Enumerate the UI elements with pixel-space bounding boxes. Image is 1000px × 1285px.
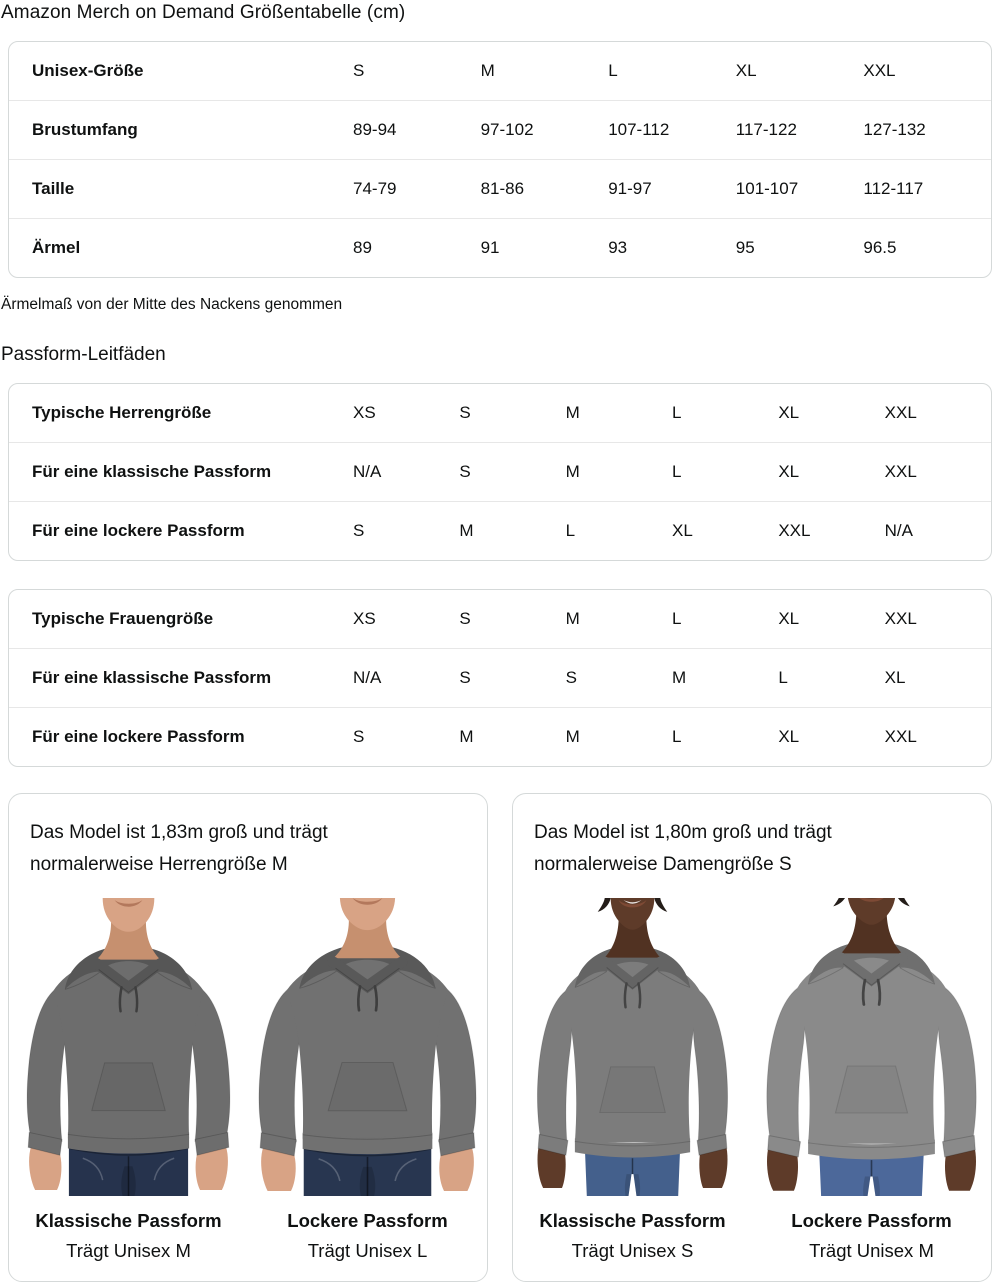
table-row <box>9 159 991 218</box>
fit-label: Klassische Passform <box>539 1210 726 1231</box>
row-label: Für eine klassische Passform <box>9 648 353 707</box>
size-cell: L <box>671 403 682 422</box>
size-cell: M <box>565 609 580 628</box>
size-cell: L <box>672 442 778 501</box>
row-label: Für eine klassische Passform <box>9 442 353 501</box>
fit-label: Lockere Passform <box>791 1210 952 1231</box>
size-cell: XXL <box>885 707 991 766</box>
size-cell: M <box>566 442 672 501</box>
table-row <box>9 442 991 501</box>
size-cell: 96.5 <box>863 218 991 277</box>
size-cell: S <box>459 403 471 422</box>
unisex-size-table <box>8 41 992 278</box>
figure-classic-fit <box>513 898 752 1262</box>
size-cell: M <box>459 707 565 766</box>
figure-loose-fit <box>752 898 991 1262</box>
size-cell: 89-94 <box>353 100 481 159</box>
size-cell: 74-79 <box>353 159 481 218</box>
wears-label: Trägt Unisex S <box>571 1240 694 1261</box>
size-cell: XS <box>353 609 376 628</box>
size-cell: S <box>566 648 672 707</box>
size-cell: XXL <box>863 61 896 80</box>
size-cell: XXL <box>778 501 884 560</box>
wears-label: Trägt Unisex M <box>809 1240 934 1261</box>
size-cell: S <box>353 61 365 80</box>
size-cell: 95 <box>736 218 864 277</box>
size-cell: L <box>608 61 618 80</box>
page-title: Amazon Merch on Demand Größentabelle (cm) <box>1 2 406 23</box>
size-cell: L <box>778 648 884 707</box>
row-label: Typische Frauengröße <box>32 609 214 628</box>
row-label: Typische Herrengröße <box>32 403 212 422</box>
size-cell: XL <box>885 648 991 707</box>
wears-label: Trägt Unisex M <box>66 1240 191 1261</box>
model-figures <box>9 898 487 1262</box>
mens-fit-table <box>8 383 992 561</box>
size-cell: M <box>565 403 580 422</box>
model-photo-female-classic <box>513 898 752 1196</box>
size-cell: 101-107 <box>736 159 864 218</box>
womens-fit-table <box>8 589 992 767</box>
model-figures <box>513 898 991 1262</box>
table-row <box>9 42 991 100</box>
size-cell: XXL <box>884 403 917 422</box>
table-row <box>9 590 991 648</box>
model-card-men <box>8 793 488 1282</box>
table-row <box>9 648 991 707</box>
size-cell: XL <box>778 609 800 628</box>
table-row <box>9 218 991 277</box>
size-cell: M <box>566 707 672 766</box>
size-cell: M <box>672 648 778 707</box>
table-row <box>9 707 991 766</box>
size-cell: 117-122 <box>736 100 864 159</box>
row-label: Für eine lockere Passform <box>9 707 353 766</box>
size-cell: 93 <box>608 218 736 277</box>
table-row <box>9 501 991 560</box>
size-cell: XS <box>353 403 376 422</box>
size-cell: L <box>671 609 682 628</box>
fit-label: Klassische Passform <box>35 1210 222 1231</box>
model-photo-female-loose <box>752 898 991 1196</box>
model-card-caption: Das Model ist 1,80m groß und trägt normalerweise Damengröße S <box>534 822 832 875</box>
size-cell: 81-86 <box>481 159 609 218</box>
row-label: Ärmel <box>9 218 353 277</box>
size-cell: S <box>459 442 565 501</box>
size-cell: 127-132 <box>863 100 991 159</box>
size-cell: S <box>353 707 459 766</box>
table-row <box>9 100 991 159</box>
size-cell: 89 <box>353 218 481 277</box>
size-cell: L <box>672 707 778 766</box>
size-cell: XL <box>735 61 757 80</box>
model-photo-male-loose <box>248 898 487 1196</box>
size-cell: 97-102 <box>481 100 609 159</box>
model-card-women <box>512 793 992 1282</box>
sleeve-measure-note: Ärmelmaß von der Mitte des Nackens genommen <box>1 296 343 313</box>
model-cards <box>8 793 992 1282</box>
size-cell: XL <box>778 403 800 422</box>
row-label: Für eine lockere Passform <box>9 501 353 560</box>
size-cell: S <box>353 501 459 560</box>
size-cell: XL <box>778 442 884 501</box>
figure-loose-fit <box>248 898 487 1262</box>
size-cell: N/A <box>353 648 459 707</box>
size-cell: XXL <box>885 442 991 501</box>
model-card-caption: Das Model ist 1,83m groß und trägt normalerweise Herrengröße M <box>30 822 328 875</box>
figure-classic-fit <box>9 898 248 1262</box>
fit-label: Lockere Passform <box>287 1210 448 1231</box>
size-cell: S <box>459 648 565 707</box>
model-photo-male-classic <box>9 898 248 1196</box>
size-cell: M <box>480 61 495 80</box>
size-cell: 91-97 <box>608 159 736 218</box>
size-cell: 91 <box>481 218 609 277</box>
row-label: Brustumfang <box>9 100 353 159</box>
row-label: Unisex-Größe <box>32 61 144 80</box>
size-cell: XXL <box>884 609 917 628</box>
wears-label: Trägt Unisex L <box>307 1240 428 1261</box>
size-cell: S <box>459 609 471 628</box>
size-cell: 107-112 <box>608 100 736 159</box>
size-cell: N/A <box>885 501 991 560</box>
size-cell: M <box>459 501 565 560</box>
size-cell: XL <box>672 501 778 560</box>
row-label: Taille <box>9 159 353 218</box>
fit-guides-heading: Passform-Leitfäden <box>1 344 166 365</box>
table-row <box>9 384 991 442</box>
size-cell: L <box>566 501 672 560</box>
size-cell: N/A <box>353 442 459 501</box>
size-cell: XL <box>778 707 884 766</box>
size-cell: 112-117 <box>863 159 991 218</box>
